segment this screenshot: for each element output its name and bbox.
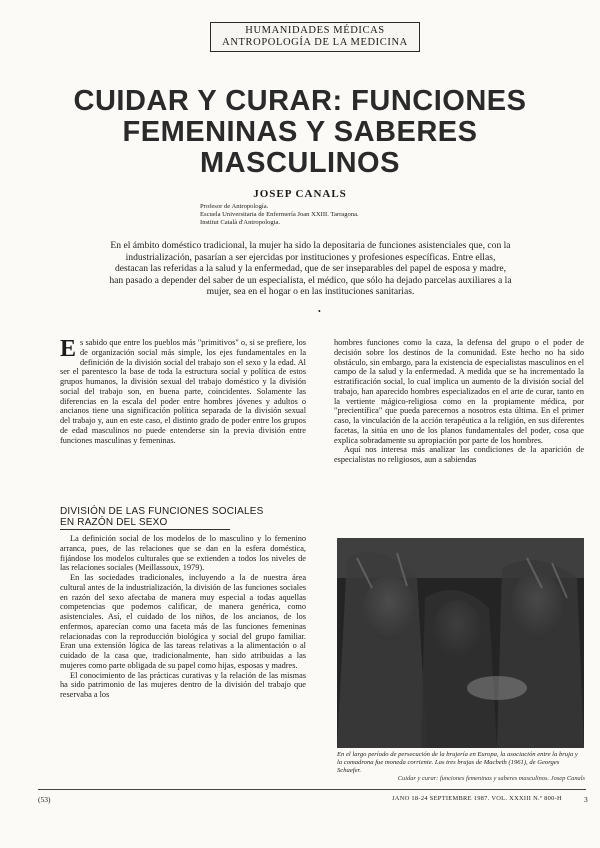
affiliation-3: Institut Català d'Antropologia.: [200, 219, 281, 226]
footer-rule: [38, 789, 586, 790]
section-heading-line1: DIVISIÓN DE LAS FUNCIONES SOCIALES: [60, 506, 264, 517]
author-affiliations: [200, 203, 500, 227]
figure-caption: En el largo período de persecución de la brujería en Europa, la asociación entre la bruja y la comadrona fue moneda corriente. Las tres brujas de Macbeth (1961), de Georges Schaefer.: [337, 751, 578, 774]
paragraph: Aquí nos interesa más analizar las condiciones de la aparición de especialistas no religiosos, aun a sabiendas: [334, 445, 584, 464]
page-number: 3: [584, 795, 588, 804]
intro-paragraph: s sabido que entre los pueblos más "primitivos" o, si se prefiere, los de organización social más simple, los ejes fundamentales en la definición de la división social del trabajo son el sexo y la edad. Al ser el parentesco la base de toda la estructura social y política de estos grupos humanos, la división sexual del trabajo doméstico y la división social del trabajo son, en buena parte, coincidentes. Solamente las diferencias en la escala del poder entre hombres jóvenes y adultos o ancianos tiene una significación política separada de la división sexual del trabajo y, aun en este caso, el distinto grado de poder entre los grupos de edad masculinos no puede entenderse sin la previa división entre funciones masculinas y femeninas.: [60, 338, 306, 445]
section-heading: [60, 506, 306, 530]
macbeth-witches-photo: [337, 538, 584, 748]
title-line-1: CUIDAR Y CURAR: FUNCIONES: [73, 85, 527, 117]
witch-figure-center: [421, 590, 497, 748]
section-label: [210, 22, 420, 52]
drop-cap: E: [60, 336, 77, 362]
section-label-line2: ANTROPOLOGÍA DE LA MEDICINA: [222, 37, 408, 48]
section-label-line1: HUMANIDADES MÉDICAS: [245, 25, 385, 36]
witch-figure-right: [497, 560, 584, 748]
paragraph: La definición social de los modelos de lo masculino y lo femenino arranca, pues, de las relaciones que se dan en la esfera doméstica, fijándose los modelos culturales que se extienden a todos los niveles de las relaciones sociales (Meillassoux, 1979).: [60, 534, 306, 573]
left-column-intro: [60, 338, 306, 445]
affiliation-1: Profesor de Antropología.: [200, 203, 269, 210]
footer-journal: JANO 18-24 SEPTIEMBRE 1987. VOL. XXXIII N.º 800-H: [392, 795, 562, 802]
title-line-2: FEMENINAS Y SABERES: [122, 116, 478, 148]
abstract: En el ámbito doméstico tradicional, la mujer ha sido la depositaria de funciones asistenciales que, con la industrialización, pasarían a ser ejercidas por instituciones y profesiones específicas. Entre ellas, destacan las referidas a la salud y la enfermedad, que de ser inseparables del papel de esposa y madre, han pasado a depender del saber de un especialista, el médico, que sólo ha dejado parcelas auxiliares a la mujer, sea en el hogar o en las instituciones sanitarias.: [109, 240, 512, 298]
author-name: JOSEP CANALS: [253, 188, 347, 200]
ornament: •: [318, 307, 321, 316]
witch-figure-left: [337, 551, 427, 748]
running-foot: Cuidar y curar: funciones femeninas y saberes masculinos. Josep Canals: [397, 775, 585, 782]
paragraph: El conocimiento de las prácticas curativas y la relación de las mismas ha sido patrimonio de las mujeres dentro de la división del trabajo que reservaba a los: [60, 670, 306, 699]
paragraph: En las sociedades tradicionales, incluyendo a la de nuestra área cultural antes de la industrialización, la división de las funciones sociales en razón del sexo afectaba de manera muy especial a todas aquellas competencias que podemos calificar, de manera genérica, como asistenciales. Así, el cuidado de los niños, de los ancianos, de los enfermos, aparecían como una faceta más de las funciones femeninas relacionadas con la reproducción biológica y social del grupo familiar. Eran una extensión lógica de las tareas relativas a la alimentación o al cuidado de la casa que, tradicionalmente, han sido atribuidas a las mujeres como parte obligada de su papel como hijas, esposas y madres.: [60, 573, 306, 670]
left-column-body: [60, 534, 306, 700]
paragraph: hombres funciones como la caza, la defensa del grupo o el poder de decisión sobre los destinos de la comunidad. Este hecho no ha sido obstáculo, sin embargo, para la existencia de especialistas masculinos en el campo de la salud y la enfermedad. A medida que se ha incrementado la estratificación social, lo cual implica un aumento de la división social del trabajo, han aparecido hombres especializados en el arte de curar, tanto en la vertiente mágico-religiosa como en la propiamente médica, por "precientífica" que pueda parecernos a nosotros esta última. En el primer caso, la vinculación de la acción terapéutica a la religión, en sus diferentes facetas, la sitúa en uno de los planos fundamentales del poder, cosa que explica sobradamente su apropiación por parte de los hombres.: [334, 338, 584, 445]
photo-illustration: [337, 538, 584, 748]
section-heading-line2: EN RAZÓN DEL SEXO: [60, 517, 168, 528]
footer-left: (53): [38, 795, 51, 804]
title-line-3: MASCULINOS: [200, 147, 400, 179]
hands: [467, 676, 527, 700]
right-column: [334, 338, 584, 465]
affiliation-2: Escuela Universitaria de Enfermería Joan XXIII. Tarragona.: [200, 211, 359, 218]
article-title: [60, 86, 540, 179]
heading-rule: [60, 529, 230, 530]
